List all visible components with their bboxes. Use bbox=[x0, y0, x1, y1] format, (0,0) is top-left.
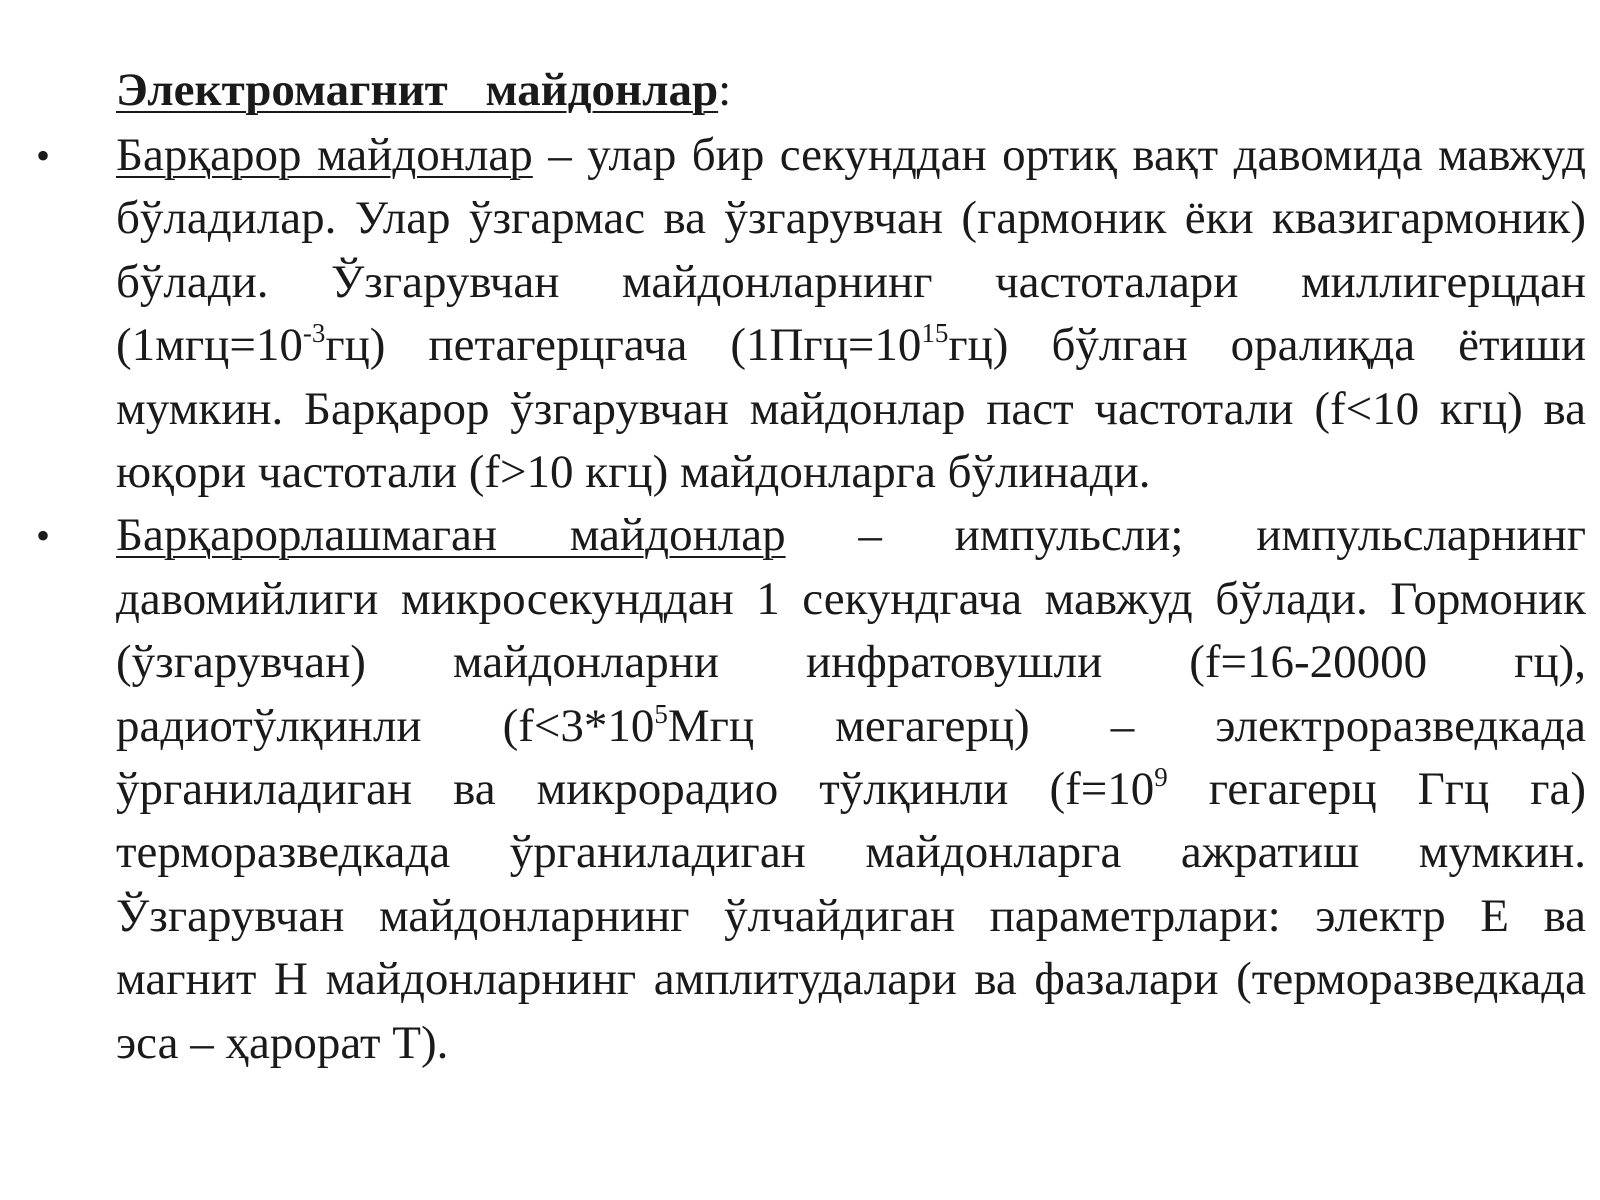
text-segment: гц) бўлган оралиқда ётиши мумкин. Барқарор ўзгарувчан майдонлар паст частотали (f<10 кгц) ва юқори частотали (f>10 кгц) майдонларга бўлинади. bbox=[116, 319, 1586, 499]
bullet-icon: • bbox=[36, 513, 51, 559]
title-text: Электромагнит майдонлар bbox=[116, 64, 719, 116]
superscript: 9 bbox=[1154, 762, 1168, 793]
bullet-icon: • bbox=[36, 133, 51, 178]
superscript: 5 bbox=[654, 698, 668, 729]
text-segment: гегагерц Ггц га) терморазведкада ўрганиладиган майдонларга ажратиш мумкин. Ўзгарувчан майдонларнинг ўлчайдиган параметрлари: электр Е ва магнит Н майдонларнинг амплитудалари ва фазалари (терморазведкада эса – ҳарорат Т). bbox=[116, 763, 1586, 1069]
slide-title bbox=[116, 60, 731, 120]
text-segment: – импульсли; импульсларнинг давомийлиги микросекунддан 1 секундгача мавжуд бўлади. Гормоник (ўзгарувчан) майдонларни инфратовушли (f=16-20000 гц), радиотўлқинли (f<3*10 bbox=[116, 509, 1586, 752]
superscript: -3 bbox=[302, 318, 326, 349]
text-segment: гц) петагерцгача (1Пгц=10 bbox=[325, 319, 922, 372]
term-stable-fields: Барқарор майдонлар bbox=[116, 129, 533, 181]
title-colon: : bbox=[718, 64, 732, 116]
text-segment: – улар бир секунддан ортиқ вақт давомида мавжуд бўладилар. Улар ўзгармас ва ўзгарувчан (гармоник ёки квазигармоник) бўлади. Ўзгарувчан майдонларнинг частоталари миллигерцдан (1мгц=10 bbox=[116, 129, 1587, 372]
list-item-unstable-fields bbox=[0, 504, 1600, 1075]
text-segment: Мгц мегагерц) – электроразведкада ўрганиладиган ва микрорадио тўлқинли (f=10 bbox=[116, 699, 1586, 816]
paragraph bbox=[116, 124, 1586, 504]
superscript: 15 bbox=[921, 318, 949, 349]
paragraph bbox=[116, 504, 1586, 1075]
list-item-stable-fields bbox=[0, 124, 1600, 504]
term-unstable-fields: Барқарорлашмаган майдонлар bbox=[116, 509, 786, 562]
bullet-list bbox=[0, 124, 1600, 1075]
